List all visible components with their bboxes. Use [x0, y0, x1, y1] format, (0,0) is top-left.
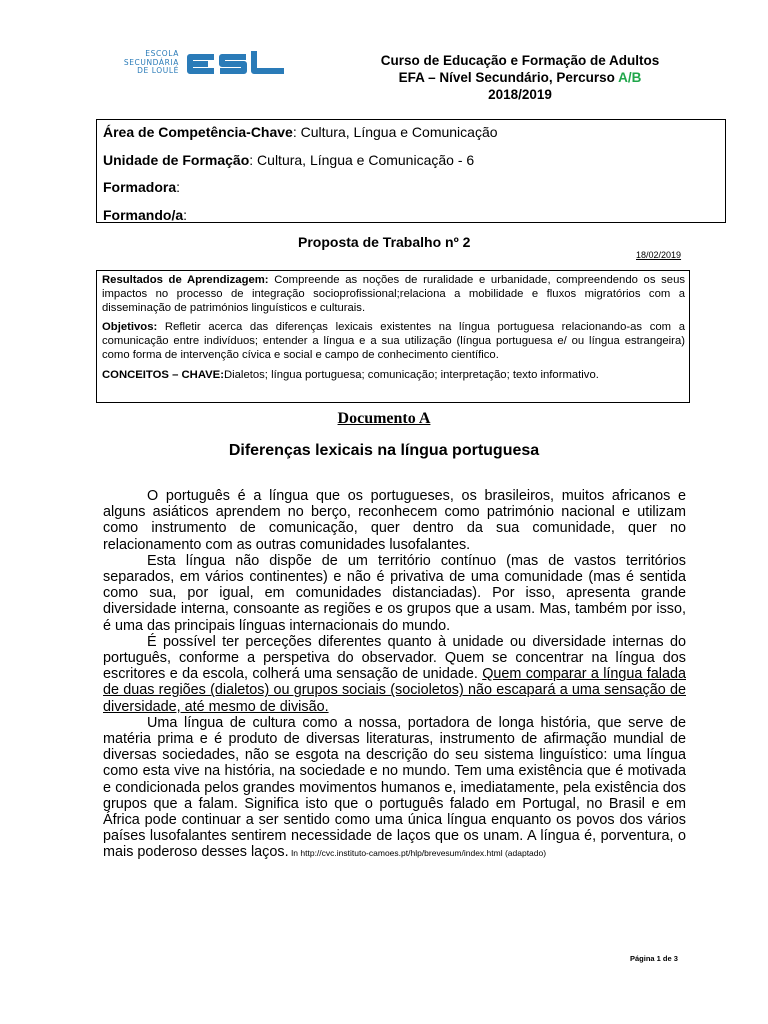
body-paragraph-4 [103, 715, 686, 862]
body-paragraph-3 [103, 634, 686, 715]
unit-value: : Cultura, Língua e Comunicação - 6 [249, 151, 475, 168]
body-paragraph-2: Esta língua não dispõe de um território contínuo (mas de vastos territórios separados, em vários continentes) e não é privativa de uma comunidade (mas é sentida como sua, por igual, em comunidades distanciadas). Por isso, apresenta grande diversidade interna, consoante as regiões e os grupos que a usam. Mas, também por isso, é uma das principais línguas internacionais do mundo. [103, 552, 686, 634]
article-body [103, 488, 686, 862]
concepts-text: Dialetos; língua portuguesa; comunicação; interpretação; texto informativo. [223, 368, 599, 381]
logo-line-1: ESCOLA [145, 49, 179, 58]
logo-line-3: DE LOULÉ [137, 66, 179, 75]
body-paragraph-4-text: Uma língua de cultura como a nossa, portadora de longa história, que serve de matéria prima e é produto de diversas literaturas, instrumento de afirmação mundial de diversas sociedades, não se esgota na descrição do seu sistema linguístico: uma língua como esta vive na história, na sociedade e no mundo. Tem uma existência que é motivada e condicionada pelos grandes movimentos humanos e, imediatamente, pela existência dos grupos que a falam. Significa isto que o português falado em Portugal, no Brasil e em África pode continuar a ser sentido como uma única língua enquanto os povos dos vários países lusofalantes sentirem necessidade de laços que os unam. A língua é, porventura, o mais poderoso desses laços. [103, 714, 686, 861]
trainer-value: : [176, 179, 181, 195]
area-value: : Cultura, Língua e Comunicação [292, 124, 498, 140]
esl-logo-mark-icon [184, 48, 290, 80]
objectives-paragraph [102, 321, 685, 362]
learning-outcomes-box [96, 270, 690, 403]
logo-line-2: SECUNDÁRIA [123, 57, 179, 67]
school-name-text [107, 50, 179, 76]
trainee-label: Formando/a [103, 206, 184, 223]
source-citation: In http://cvc.instituto-camoes.pt/hlp/brevesum/index.html (adaptado) [288, 848, 547, 859]
concepts-paragraph [102, 369, 685, 383]
trainer-row [103, 177, 719, 205]
trainee-row [103, 205, 719, 233]
outcomes-paragraph [102, 274, 685, 315]
course-level-text: EFA – Nível Secundário, Percurso [398, 70, 619, 85]
course-header [340, 52, 700, 103]
document-date: 18/02/2019 [636, 250, 682, 260]
trainee-value: : [183, 206, 188, 223]
trainer-label: Formadora [103, 179, 177, 195]
outcomes-label: Resultados de Aprendizagem: [102, 274, 269, 286]
objectives-label: Objetivos: [102, 321, 158, 334]
unit-row [103, 150, 719, 178]
course-track: A/B [618, 70, 642, 85]
body-paragraph-3-text: É possível ter perceções diferentes quanto à unidade ou diversidade internas do português, conforme a perspetiva do observador. Quem se concentrar na língua dos escritores e da escola, colherá uma sensação de unidade. [103, 633, 686, 683]
body-paragraph-1: O português é a língua que os portugueses, os brasileiros, muitos africanos e alguns asiáticos aprendem no berço, reconhecem como património nacional e utilizam como instrumento de comunicação, quer dentro da sua comunidade, quer no relacionamento com as outras comunidades lusofalantes. [103, 488, 686, 553]
school-year: 2018/2019 [488, 87, 552, 102]
unit-label: Unidade de Formação [103, 151, 250, 168]
page-number: Página 1 de 3 [630, 954, 678, 963]
school-logo [107, 46, 289, 82]
document-title: Diferenças lexicais na língua portuguesa [228, 442, 540, 459]
course-name: Curso de Educação e Formação de Adultos [380, 53, 660, 68]
objectives-text: Refletir acerca das diferenças lexicais existentes na língua portuguesa relacionando-as com a comunicação entre indivíduos; entender a língua e a sua utilização (língua portuguesa e/ ou língua estrangeira) como forma de intervenção cívica e social e campo de conhecimento científico. [102, 321, 685, 361]
concepts-label: CONCEITOS – CHAVE: [102, 368, 224, 381]
proposal-title: Proposta de Trabalho nº 2 [298, 234, 471, 250]
identification-box [96, 119, 726, 223]
outcomes-text: Compreende as noções de ruralidade e urbanidade, compreendendo os seus impactos no processo de integração socioprofissional;relaciona a mobilidade e fluxos migratórios com a disseminação de patrimónios linguísticos e culturais. [102, 274, 685, 314]
area-row [103, 122, 719, 150]
area-label: Área de Competência-Chave [103, 124, 293, 140]
course-level [340, 69, 700, 86]
body-paragraph-3-underlined: Quem comparar a língua falada de duas regiões (dialetos) ou grupos sociais (socioletos) não escapará a uma sensação de diversidade, até mesmo de divisão. [103, 666, 686, 715]
document-label: Documento A [337, 410, 431, 427]
